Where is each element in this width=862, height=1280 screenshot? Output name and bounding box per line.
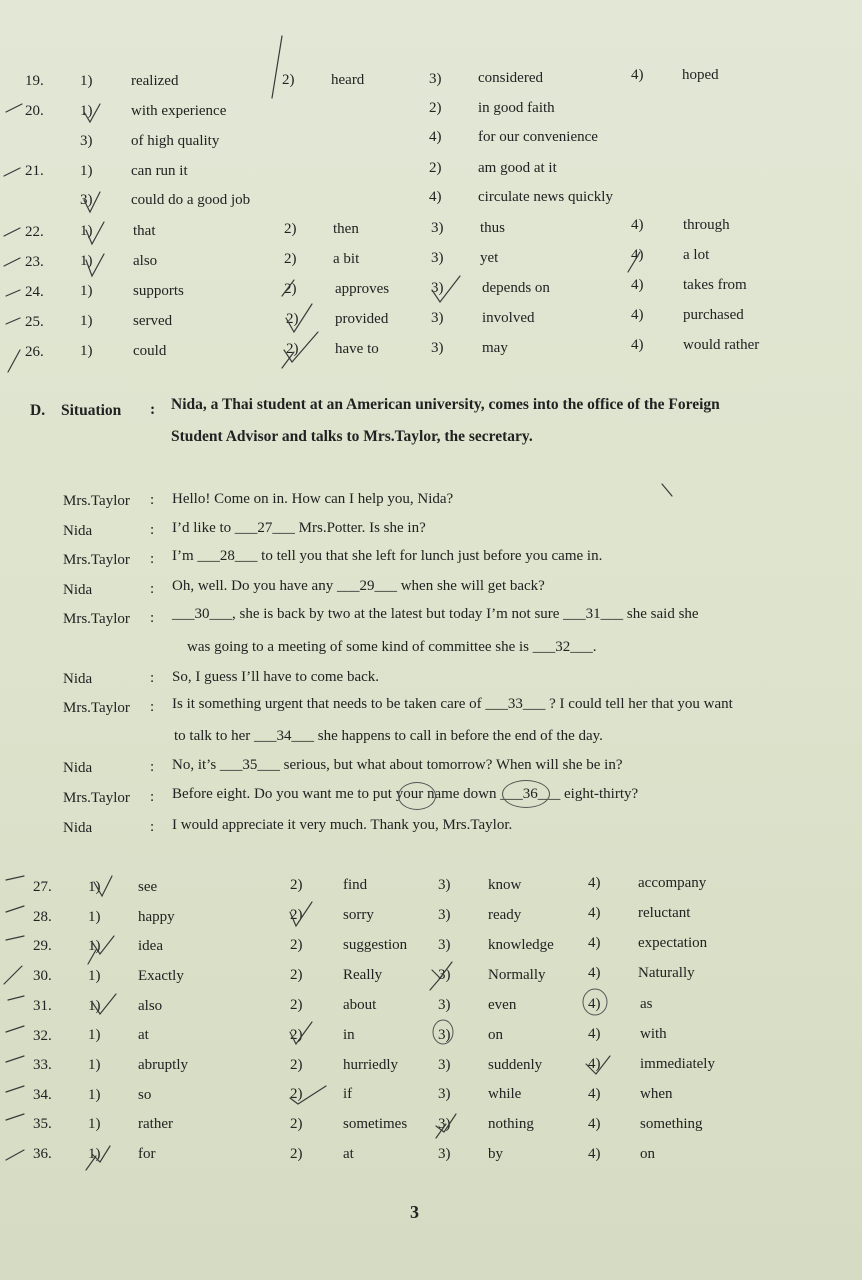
q29-o4-num: 4) [588,935,601,951]
q21-o1: can run it [131,163,188,179]
dialog-speaker-6: Nida [63,671,93,687]
tick-q21-a [4,168,20,176]
tick-q26-a [8,350,20,372]
q35-o4-num: 4) [588,1116,601,1132]
q23-o1-num: 1) [80,253,93,269]
tick-q26-c [282,352,294,368]
q25-o4-num: 4) [631,307,644,323]
q19-o1-num: 1) [80,73,93,89]
tick-q23-a [4,258,20,266]
q34-o2: if [343,1086,353,1102]
q31-o1-num: 1) [88,998,101,1014]
q23-o2: a bit [333,251,360,267]
tick-q31-a [8,996,24,1000]
q33-o2-num: 2) [290,1057,303,1073]
q26-o1: could [133,343,167,359]
q22-num: 22. [25,224,44,240]
q21-o4: circulate news quickly [478,189,613,205]
q24-o3-num: 3) [431,280,444,296]
dialog-speaker-1: Mrs.Taylor [63,493,130,509]
dialog-colon-4: : [150,581,155,597]
q29-num: 29. [33,938,52,954]
q27-o1: see [138,879,158,895]
q32-o1-num: 1) [88,1027,101,1043]
q25-o2-num: 2) [286,311,299,327]
q31-o3-num: 3) [438,997,451,1013]
q20-o3-num: 3) [80,133,93,149]
dialog-speaker-10: Nida [63,820,93,836]
q20-o1: with experience [131,103,227,119]
q28-o2: sorry [343,907,374,923]
q33-num: 33. [33,1057,52,1073]
tick-q22-a [4,228,20,236]
q19-o4: hoped [682,67,719,83]
tick-q24-b [432,276,460,302]
q27-o2-num: 2) [290,877,303,893]
q32-o2-num: 2) [290,1027,303,1043]
q24-o4: takes from [683,277,747,293]
q20-o4: for our convenience [478,129,598,145]
q31-o4-num: 4) [588,996,601,1012]
q21-o2: am good at it [478,160,557,176]
tick-q34-b [290,1086,326,1104]
q27-o2: find [343,877,368,893]
q34-o4: when [640,1086,673,1102]
tick-q25-a [6,318,20,324]
tick-q27-a [6,876,24,880]
q30-o2: Really [343,967,383,983]
q34-o1: so [138,1087,152,1103]
circle-q32-opt3 [433,1020,453,1044]
q27-o3: know [488,877,522,893]
tick-q19 [272,36,282,98]
q29-o1: idea [138,938,163,954]
tick-q31-b [92,994,116,1014]
q31-num: 31. [33,998,52,1014]
q36-o3: by [488,1146,503,1162]
q31-o3: even [488,997,517,1013]
q20-o3: of high quality [131,133,220,149]
q33-o4: immediately [640,1056,715,1072]
q24-o3: depends on [482,280,550,296]
q31-o2: about [343,997,377,1013]
q33-o2: hurriedly [343,1057,398,1073]
q27-num: 27. [33,879,52,895]
q36-o2-num: 2) [290,1146,303,1162]
q35-o4: something [640,1116,703,1132]
q33-o1-num: 1) [88,1057,101,1073]
q30-o1: Exactly [138,968,184,984]
tick-q29-c [88,950,96,964]
q32-o3: on [488,1027,503,1043]
q21-o3-num: 3) [80,192,93,208]
q25-o4: purchased [683,307,744,323]
stray-mark [662,484,672,496]
dialog-colon-6: : [150,670,155,686]
q36-o4: on [640,1146,655,1162]
q19-o3-num: 3) [429,71,442,87]
dialog-colon-3: : [150,551,155,567]
dialog-speaker-5: Mrs.Taylor [63,611,130,627]
q28-o3: ready [488,907,522,923]
q34-o4-num: 4) [588,1086,601,1102]
tick-q32-b [290,1022,312,1044]
q20-o2: in good faith [478,100,555,116]
q23-o4-num: 4) [631,247,644,263]
q22-o2-num: 2) [284,221,297,237]
q33-o3: suddenly [488,1057,543,1073]
tick-q33-a [6,1056,24,1062]
tick-q23-b [86,254,104,276]
q33-o4-num: 4) [588,1056,601,1072]
q34-o1-num: 1) [88,1087,101,1103]
q32-o4-num: 4) [588,1026,601,1042]
dialog-colon-1: : [150,492,155,508]
q28-o2-num: 2) [290,907,303,923]
q36-o3-num: 3) [438,1146,451,1162]
q28-o4: reluctant [638,905,691,921]
q25-o2: provided [335,311,389,327]
q23-o4: a lot [683,247,710,263]
q22-o1: that [133,223,156,239]
tick-q20-a [6,104,22,112]
q23-num: 23. [25,254,44,270]
q30-o3-num: 3) [438,967,451,983]
q22-o3-num: 3) [431,220,444,236]
q27-o1-num: 1) [88,879,101,895]
q34-o2-num: 2) [290,1086,303,1102]
tick-q30-a [4,966,22,984]
q32-num: 32. [33,1028,52,1044]
q28-o1-num: 1) [88,909,101,925]
q28-o4-num: 4) [588,905,601,921]
tick-q21-b [84,192,100,212]
dialog-line-4: Oh, well. Do you have any ___29___ when she will get back? [172,578,545,594]
dialog-colon-5: : [150,610,155,626]
dialog-colon-7: : [150,699,155,715]
tick-q29-a [6,936,24,940]
tick-q24-a [6,290,20,296]
q35-o3: nothing [488,1116,534,1132]
q36-o1-num: 1) [88,1146,101,1162]
q32-o2: in [343,1027,355,1043]
q30-num: 30. [33,968,52,984]
q19-o2: heard [331,72,365,88]
tick-q27-b [94,876,112,896]
q26-o4-num: 4) [631,337,644,353]
q20-o2-num: 2) [429,100,442,116]
dialog-colon-10: : [150,819,155,835]
q30-o1-num: 1) [88,968,101,984]
q29-o3-num: 3) [438,937,451,953]
q21-o2-num: 2) [429,160,442,176]
q29-o1-num: 1) [88,938,101,954]
q21-o1-num: 1) [80,163,93,179]
dialog-speaker-3: Mrs.Taylor [63,552,130,568]
dialog-speaker-7: Mrs.Taylor [63,700,130,716]
dialog-line-7b: to talk to her ___34___ she happens to call in before the end of the day. [174,728,603,744]
q35-o3-num: 3) [438,1116,451,1132]
section-colon: : [150,401,156,418]
q29-o4: expectation [638,935,708,951]
q36-o4-num: 4) [588,1146,601,1162]
q30-o4: Naturally [638,965,695,981]
dialog-speaker-4: Nida [63,582,93,598]
dialog-line-10: I would appreciate it very much. Thank you, Mrs.Taylor. [172,817,513,833]
tick-q20-b [84,104,100,122]
dialog-line-7: Is it something urgent that needs to be taken care of ___33___ ? I could tell her that you want [172,696,733,712]
q33-o1: abruptly [138,1057,188,1073]
dialog-speaker-8: Nida [63,760,93,776]
q32-o1: at [138,1027,149,1043]
q20-o4-num: 4) [429,129,442,145]
q35-o2: sometimes [343,1116,408,1132]
q33-o3-num: 3) [438,1057,451,1073]
tick-q28-b [290,902,312,926]
q31-o1: also [138,998,163,1014]
dialog-colon-8: : [150,759,155,775]
section-letter: D. [30,402,46,419]
dialog-line-5b: was going to a meeting of some kind of committee she is ___32___. [187,639,597,655]
section-desc-line1: Nida, a Thai student at an American university, comes into the office of the Foreign [171,396,720,413]
q22-o4-num: 4) [631,217,644,233]
q19-num: 19. [25,73,44,89]
q35-o1: rather [138,1116,173,1132]
q35-o2-num: 2) [290,1116,303,1132]
tick-q23-c [628,252,640,272]
dialog-colon-2: : [150,522,155,538]
circle-q31-opt4 [583,989,607,1015]
q35-num: 35. [33,1116,52,1132]
q26-o1-num: 1) [80,343,93,359]
q25-o1: served [133,313,173,329]
q36-num: 36. [33,1146,52,1162]
dialog-line-3: I’m ___28___ to tell you that she left for lunch just before you came in. [172,548,603,564]
q26-o3-num: 3) [431,340,444,356]
q24-o2-num: 2) [284,281,297,297]
tick-q36-c [86,1156,96,1170]
dialog-speaker-9: Mrs.Taylor [63,790,130,806]
q25-o3: involved [482,310,535,326]
q24-o4-num: 4) [631,277,644,293]
tick-q34-a [6,1086,24,1092]
q28-o3-num: 3) [438,907,451,923]
q31-o2-num: 2) [290,997,303,1013]
q30-o2-num: 2) [290,967,303,983]
q27-o4: accompany [638,875,707,891]
dialog-colon-9: : [150,789,155,805]
q23-o2-num: 2) [284,251,297,267]
tick-q35-b [436,1114,456,1132]
q22-o1-num: 1) [80,223,93,239]
q29-o2-num: 2) [290,937,303,953]
q20-o1-num: 1) [80,103,93,119]
tick-q35-a [6,1114,24,1120]
q32-o3-num: 3) [438,1027,451,1043]
q21-o3: could do a good job [131,192,251,208]
q35-o1-num: 1) [88,1116,101,1132]
tick-q24-c [282,280,294,296]
q28-num: 28. [33,909,52,925]
tick-q36-b [92,1146,110,1162]
q25-num: 25. [25,314,44,330]
q19-o3: considered [478,70,543,86]
q34-o3-num: 3) [438,1086,451,1102]
section-desc-line2: Student Advisor and talks to Mrs.Taylor, the secretary. [171,428,533,445]
dialog-line-6: So, I guess I’ll have to come back. [172,669,380,685]
dialog-line-2: I’d like to ___27___ Mrs.Potter. Is she in? [172,520,426,536]
tick-q22-b [86,222,104,244]
q19-o4-num: 4) [631,67,644,83]
q26-num: 26. [25,344,44,360]
dialog-line-1: Hello! Come on in. How can I help you, Nida? [172,491,454,507]
q19-o2-num: 2) [282,72,295,88]
q34-o3: while [488,1086,522,1102]
q26-o4: would rather [683,337,760,353]
q22-o2: then [333,221,359,237]
q27-o3-num: 3) [438,877,451,893]
q24-o2: approves [335,281,390,297]
q24-o1: supports [133,283,184,299]
q28-o1: happy [138,909,175,925]
tick-q26-b [284,332,318,362]
q26-o2-num: 2) [286,341,299,357]
q22-o4: through [683,217,730,233]
tick-q28-a [6,906,24,912]
q23-o3: yet [480,250,499,266]
q24-o1-num: 1) [80,283,93,299]
q29-o3: knowledge [488,937,554,953]
dialog-speaker-2: Nida [63,523,93,539]
q21-o4-num: 4) [429,189,442,205]
section-label: Situation [61,402,122,419]
q20-num: 20. [25,103,44,119]
q32-o4: with [640,1026,667,1042]
q30-o3: Normally [488,967,546,983]
dialog-line-9: Before eight. Do you want me to put your name down ___36___ eight-thirty? [172,786,639,802]
dialog-line-5: ___30___, she is back by two at the latest but today I’m not sure ___31___ she said she [172,606,699,622]
q22-o3: thus [480,220,506,236]
q30-o4-num: 4) [588,965,601,981]
q19-o1: realized [131,73,179,89]
q36-o1: for [138,1146,156,1162]
q26-o2: have to [335,341,379,357]
tick-q36-a [6,1150,24,1160]
q25-o3-num: 3) [431,310,444,326]
dialog-line-8: No, it’s ___35___ serious, but what about tomorrow? When will she be in? [172,757,623,773]
tick-q25-b [286,304,312,332]
tick-q32-a [6,1026,24,1032]
q27-o4-num: 4) [588,875,601,891]
q36-o2: at [343,1146,354,1162]
q29-o2: suggestion [343,937,408,953]
page-number: 3 [410,1202,419,1222]
q24-num: 24. [25,284,44,300]
q26-o3: may [482,340,508,356]
q23-o3-num: 3) [431,250,444,266]
q34-num: 34. [33,1087,52,1103]
q25-o1-num: 1) [80,313,93,329]
q23-o1: also [133,253,158,269]
tick-q33-b [586,1056,610,1074]
tick-q30-c [430,976,442,990]
q21-num: 21. [25,163,44,179]
q31-o4: as [640,996,653,1012]
